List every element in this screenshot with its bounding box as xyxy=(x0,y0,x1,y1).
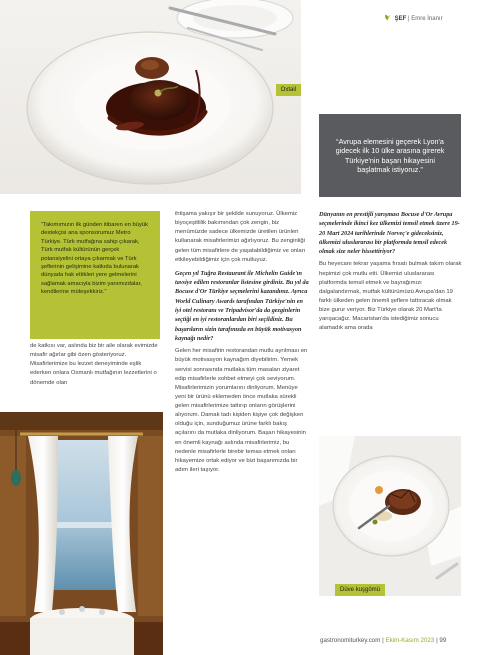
footer-separator-2: | xyxy=(436,637,438,644)
page-number: 99 xyxy=(439,637,447,644)
photo-caption-oxtail: Oxtail xyxy=(276,84,301,96)
leaf-icon xyxy=(384,14,391,21)
footer-separator-1: | xyxy=(382,637,384,644)
author-name: Emre İnanır xyxy=(411,16,443,22)
column-2-paragraph-2: Gelen her misafirin restorandan mutlu ayrılması en büyük motivasyon kaynağım diyebilirim. Yemek servisi sonrasında mutlaka tüm masaları ziyaret edip misafirlerle sohbet etmeyi çok seviyorum. Misafirlerimizin yorumlarını dinliyorum. Menüye yeni bir ürünü eklemeden önce mutlaka sürekli gelen misafirlerimize tattırıp onların görüşlerini alıyorum. Damak tadı kişiden kişiye çok değişken olduğu için, sunduğumuz ürüne farklı bakış açılarını da mutlaka dinliyorum. Başarı hikayesinin en önemli kaynağı aslında misafirlerimiz, bu nedenle misafirlerle birebir temas etmek onları hikayemize ortak ediyor ve bizi başarımızda bir adım ileri taşıyor. xyxy=(175,348,308,474)
restaurant-interior-photo xyxy=(0,412,163,655)
pull-quote-dark xyxy=(319,114,461,197)
column-2-text xyxy=(175,210,309,479)
pull-quote-green xyxy=(30,211,160,339)
beef-dish-photo xyxy=(319,436,461,596)
page-header xyxy=(384,14,443,22)
column-1-text xyxy=(30,342,163,392)
footer-issue: Ekim-Kasım 2023 xyxy=(385,637,435,644)
section-label: ŞEF xyxy=(394,16,407,22)
interview-question-2: Dünyanın en prestijli yarışması Bocuse d'Or Avrupa seçmelerinde ikinci kez ülkemizi temsil etmek üzere 19-20 Mart 2024 tarihlerinde Norveç'e gideceksiniz, ülkemizi uluslararası bir platformda temsil edecek olmak size neler hissettiriyor? xyxy=(319,211,460,256)
pull-quote-green-text: “Takımımızın ilk günden itibaren en büyük destekçisi ana sponsorumuz Metro Türkiye. Türk mutfağına sahip çıkarak, Türk mutfak kültürünün gerçek potansiyelini ortaya çıkarmak ve Türk şeflerinin gelişimine katkıda bulunarak dünyada hak ettikleri yere gelmelerini sağlamak amacıyla bizim yanımızdalar, kendilerine müteşekkiriz.” xyxy=(41,222,148,296)
footer-site: gastronomiturkey.com xyxy=(320,637,381,644)
photo-caption-duve: Düve kuşgömü xyxy=(335,584,385,596)
column-3-text xyxy=(319,210,462,338)
column-1-paragraph: de katkısı var, aslında biz bir aile olarak evimizde misafir ağırlar gibi özen gösteriyoruz. Misafirlerimize bu lezzet deneyiminde eşlik ederken onlara Osmanlı mutfağının lezzetlerini o dönemde olan xyxy=(30,343,158,386)
pull-quote-dark-text: “Avrupa elemesini geçerek Lyon'a gidecek ilk 10 ülke arasına girerek Türkiye'nin başarı hikayesini başlatmak istiyoruz.” xyxy=(335,136,445,174)
interview-question-1: Geçen yıl Tuğra Restaurant ile Michelin Guide'ın tavsiye edilen restoranlar listesine girdiniz. Bu yıl da Bocuse d'Or Türkiye seçmelerini kazandınız. Ayrıca World Culinary Awards tarafından Türkiye'nin en iyi otel restoranı ve Tripadvisor'da da gezginlerin seçtiği en iyi restoranlardan biri seçildiniz. Bu başarıların sizin tarafınızda en büyük motivasyon kaynağı nedir? xyxy=(175,269,309,342)
column-2-paragraph-1: ihtişama yakışır bir şekilde sunuyoruz. Ülkemiz biyoçeşitlilik bakımından çok zengin, biz menümüzde sadece ülkemizde üretilen ürünleri kullanarak misafirlerimizi ağırlıyoruz. Bu zenginliği gelen tüm misafirlere de yaşatabildiğimiz ve onları etkileyebildiğimiz için çok mutluyuz. xyxy=(175,211,306,263)
header-separator: | xyxy=(408,16,410,22)
column-3-paragraph-1: Bu heyecanı tekrar yaşama fırsatı bulmak takım olarak hepimizi çok mutlu etti. Ülkemizi uluslararası platformda temsil etmek ve bayrağımızı dalgalandırmak, mutfak kültürümüzü Avrupa'dan 19 farklı ülkeden gelen önemli şeflere tattıracak olmak bize gurur veriyor. Biz Türkiye olarak 20 Mart'ta yarışacağız. Macaristan'da istediğimiz sonucu alamadık ama orada xyxy=(319,261,462,332)
oxtail-photo xyxy=(0,0,301,194)
page-footer xyxy=(320,637,446,644)
